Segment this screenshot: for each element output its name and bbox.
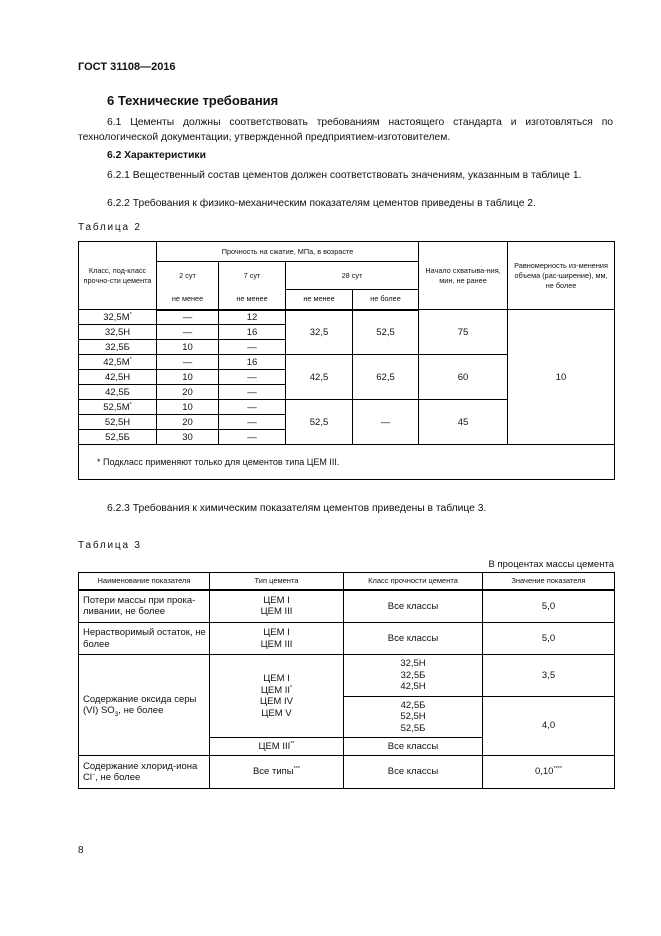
t2-class-cell (79, 310, 157, 325)
t2-header-2d-min: не менее (157, 290, 219, 310)
t2-2d-cell: 20 (157, 385, 219, 400)
t2-7d-cell: — (219, 385, 286, 400)
t3-name-cell: Потери массы при прока-ливании, не более (79, 590, 210, 623)
t2-header-setting: Начало схватыва-ния, мин, не ранее (419, 242, 508, 310)
t2-28d-min-cell: 52,5 (286, 400, 353, 445)
paragraph-6-2-2: 6.2.2 Требования к физико-механическим показателям цементов приведены в таблице 2. (107, 198, 536, 209)
t2-header-2d: 2 сут (157, 262, 219, 290)
t3-value-cell: 3,5 (483, 655, 615, 697)
type-line: ЦЕМ V (261, 707, 292, 719)
t2-header-28d: 28 сут (286, 262, 419, 290)
t2-7d-cell: — (219, 400, 286, 415)
footnote-mark: * (129, 356, 132, 363)
class-line: 42,5Н (400, 681, 426, 693)
name-text: , не более (95, 772, 141, 783)
t3-class-cell (344, 697, 483, 738)
t3-header-name: Наименование показателя (79, 573, 210, 590)
t2-header-strength: Прочность на сжатие, МПа, в возрасте (157, 242, 419, 262)
t2-header-7d-min: не менее (219, 290, 286, 310)
footnote-mark: *** (293, 766, 301, 773)
t3-type-cell (210, 623, 344, 655)
t2-2d-cell: 10 (157, 370, 219, 385)
t3-class-cell: Все классы (344, 756, 483, 789)
t3-value-cell: 5,0 (483, 623, 615, 655)
class-line: 42,5Б (400, 699, 426, 711)
t3-header-type: Тип цемента (210, 573, 344, 590)
class-label: 52,5М (103, 401, 130, 413)
t2-header-7d: 7 сут (219, 262, 286, 290)
t2-class-cell: 52,5Б (79, 430, 157, 445)
t2-setting-cell: 75 (419, 310, 508, 355)
footnote-mark: **** (553, 766, 563, 773)
type-line: ЦЕМ III (260, 638, 293, 650)
t2-2d-cell: — (157, 310, 219, 325)
table2-caption: Таблица 2 (78, 222, 142, 233)
t2-class-cell: 52,5Н (79, 415, 157, 430)
footnote-mark: ** (290, 740, 295, 747)
t2-7d-cell: 16 (219, 355, 286, 370)
t3-value-cell (483, 756, 615, 789)
t2-2d-cell: 10 (157, 340, 219, 355)
t2-2d-cell: — (157, 325, 219, 340)
class-line: 52,5Н (400, 711, 426, 723)
table-3 (78, 572, 615, 789)
name-text: , не более (118, 705, 164, 716)
type-line: ЦЕМ I (263, 594, 290, 606)
t3-type-cell (210, 590, 344, 623)
t2-2d-cell: — (157, 355, 219, 370)
type-line: ЦЕМ III (260, 606, 293, 618)
type-text: ЦЕМ III (258, 740, 291, 752)
paragraph-6-1: 6.1 Цементы должны соответствовать требованиям настоящего стандарта и изготовляться по технологической документации, утвержденной предприятием-изготовителем. (78, 117, 613, 143)
t2-setting-cell: 60 (419, 355, 508, 400)
t2-28d-max-cell: 52,5 (353, 310, 419, 355)
t2-7d-cell: — (219, 340, 286, 355)
type-text: Все типы (252, 766, 294, 778)
table3-unit-note: В процентах массы цемента (488, 559, 614, 570)
t2-header-class: Класс, под-класс прочно-сти цемента (79, 242, 157, 310)
t2-7d-cell: — (219, 430, 286, 445)
t2-7d-cell: — (219, 370, 286, 385)
t3-class-cell (344, 655, 483, 697)
t3-class-cell: Все классы (344, 623, 483, 655)
t3-type-cell (210, 756, 344, 789)
t2-header-28d-min: не менее (286, 290, 353, 310)
t2-class-cell (79, 355, 157, 370)
footnote-mark: * (290, 684, 293, 691)
class-line: 32,5Б (400, 669, 426, 681)
t2-header-28d-max: не более (353, 290, 419, 310)
subscript: 3 (114, 710, 119, 718)
t3-header-value: Значение показателя (483, 573, 615, 590)
t2-2d-cell: 20 (157, 415, 219, 430)
t2-footnote: * Подкласс применяют только для цементов типа ЦЕМ III. (79, 445, 615, 480)
t2-setting-cell: 45 (419, 400, 508, 445)
type-line: ЦЕМ IV (260, 696, 293, 707)
t2-class-cell: 42,5Б (79, 385, 157, 400)
t2-7d-cell: — (219, 415, 286, 430)
t2-class-cell: 32,5Н (79, 325, 157, 340)
type-line: ЦЕМ I (263, 627, 290, 638)
type-text: ЦЕМ II (260, 684, 291, 696)
table-2 (78, 241, 615, 480)
name-text: Содержание хлорид-иона Cl (83, 760, 198, 783)
t2-7d-cell: 16 (219, 325, 286, 340)
t2-28d-max-cell: 62,5 (353, 355, 419, 400)
t2-28d-max-cell: — (353, 400, 419, 445)
section-title: 6 Технические требования (107, 93, 279, 108)
superscript: − (91, 771, 96, 778)
t3-name-cell: Нерастворимый остаток, не более (79, 623, 210, 655)
t2-28d-min-cell: 42,5 (286, 355, 353, 400)
value-text: 0,10 (534, 766, 554, 778)
standard-header: ГОСТ 31108—2016 (78, 61, 176, 73)
t2-2d-cell: 30 (157, 430, 219, 445)
footnote-mark: * (129, 401, 132, 408)
class-label: 32,5М (103, 311, 130, 323)
page-number: 8 (78, 845, 84, 856)
t3-value-cell: 4,0 (483, 697, 615, 756)
name-text: Содержание оксида серы (VI) SO (83, 693, 197, 716)
t2-7d-cell: 12 (219, 310, 286, 325)
paragraph-6-2-1: 6.2.1 Вещественный состав цементов должен соответствовать значениям, указанным в таблице 1. (107, 170, 582, 181)
paragraph-6-2-3: 6.2.3 Требования к химическим показателям цементов приведены в таблице 3. (107, 503, 487, 514)
type-line (212, 685, 341, 697)
t3-header-class: Класс прочности цемента (344, 573, 483, 590)
t3-type-cell (210, 655, 344, 738)
type-line: ЦЕМ I (263, 673, 290, 684)
class-label: 42,5М (103, 356, 130, 368)
footnote-mark: * (129, 311, 132, 318)
t2-2d-cell: 10 (157, 400, 219, 415)
t3-name-cell (79, 655, 210, 756)
t3-name-cell (79, 756, 210, 789)
t3-class-cell: Все классы (344, 738, 483, 756)
class-line: 32,5Н (400, 658, 426, 670)
subsection-title: 6.2 Характеристики (107, 150, 206, 161)
table3-caption: Таблица 3 (78, 540, 142, 551)
t2-28d-min-cell: 32,5 (286, 310, 353, 355)
t2-class-cell (79, 400, 157, 415)
t3-class-cell: Все классы (344, 590, 483, 623)
t3-type-cell (210, 738, 344, 756)
t2-header-uniformity: Равномерность из-менения объема (рас-ширение), мм, не более (508, 242, 615, 310)
t2-class-cell: 32,5Б (79, 340, 157, 355)
t3-value-cell: 5,0 (483, 590, 615, 623)
t2-class-cell: 42,5Н (79, 370, 157, 385)
class-line: 52,5Б (400, 722, 426, 734)
t2-uniformity-cell: 10 (508, 310, 615, 445)
